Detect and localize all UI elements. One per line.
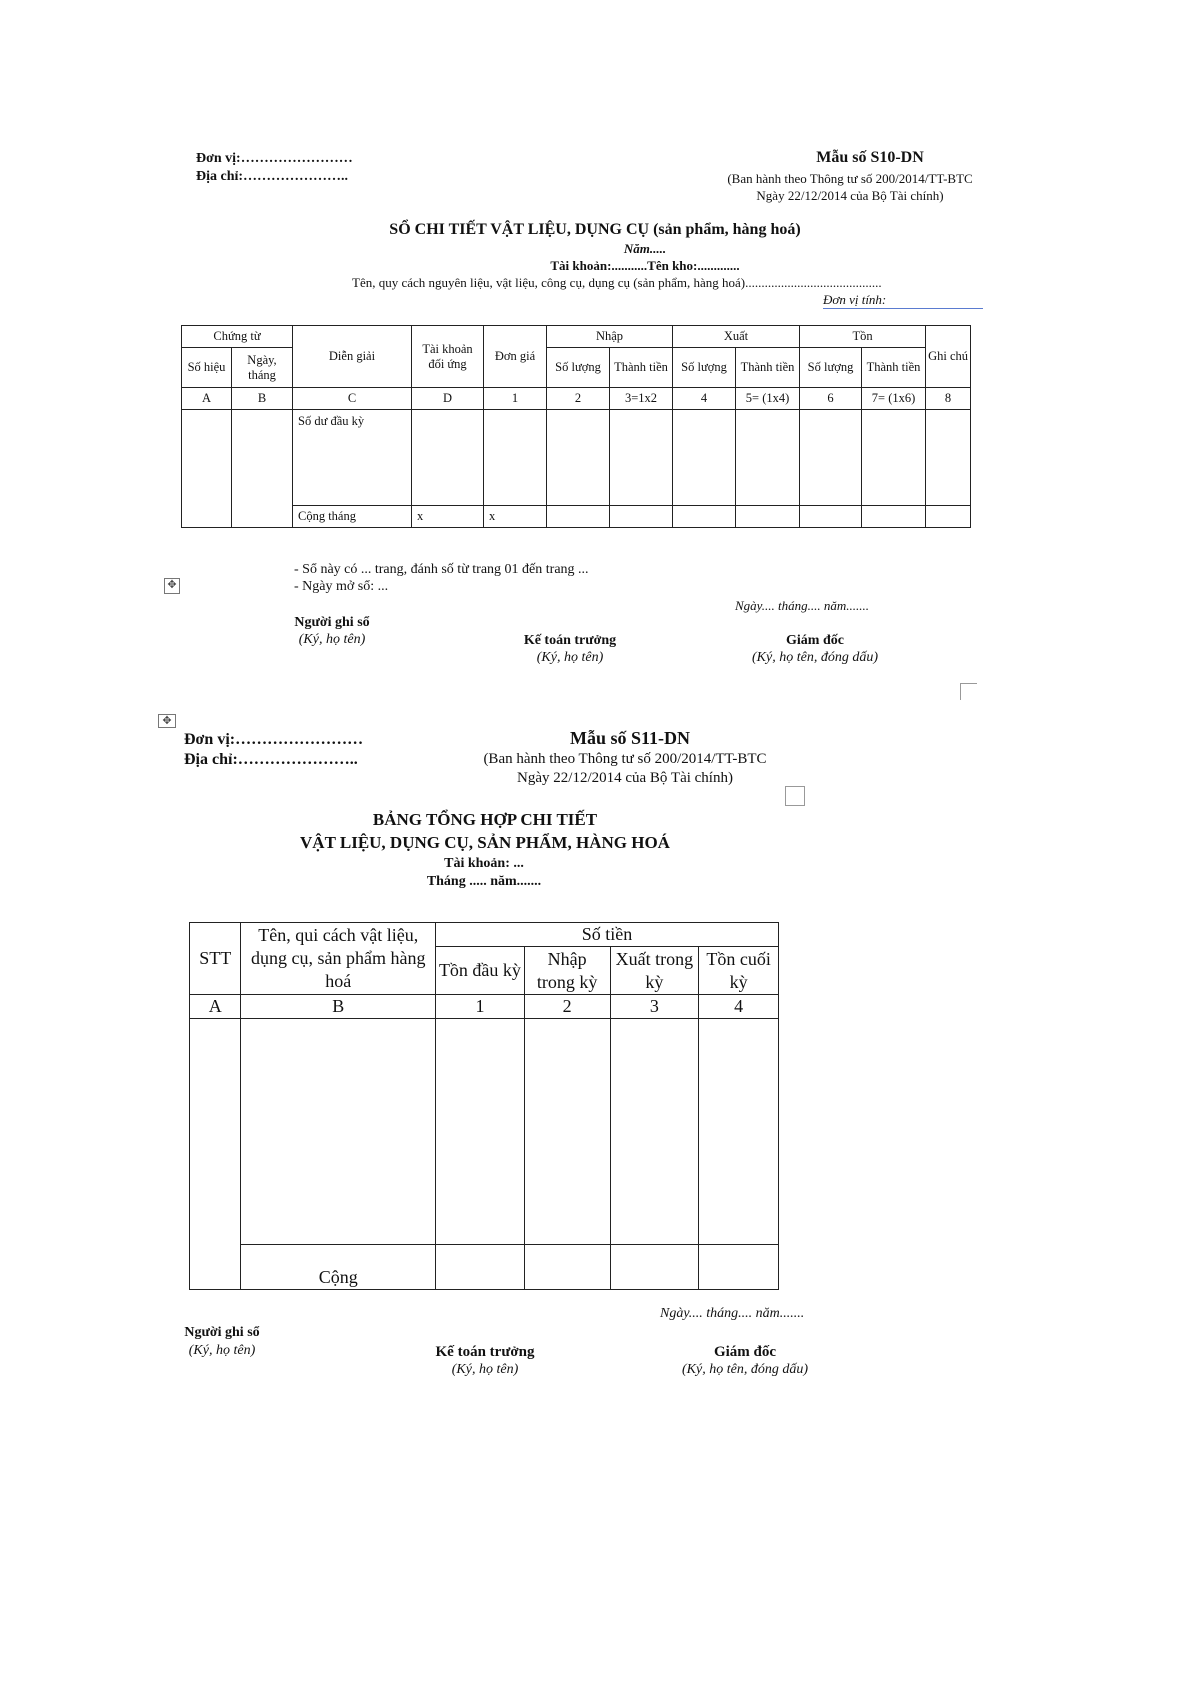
s10-cell <box>673 410 736 506</box>
s10-cell <box>547 506 610 528</box>
s10-note-open-date: - Ngày mở sổ: ... <box>294 579 389 594</box>
s10-code: D <box>412 388 484 410</box>
s11-giam-doc-ky: (Ký, họ tên, đóng dấu) <box>682 1362 808 1377</box>
s11-cell <box>241 1019 436 1245</box>
s10-ke-toan-truong-ky: (Ký, họ tên) <box>536 650 604 665</box>
s10-h-xuat: Xuất <box>673 326 800 348</box>
s10-cell <box>800 506 862 528</box>
s10-h-xuat-so-luong: Số lượng <box>673 348 736 388</box>
s10-tai-khoan: Tài khoản:...........Tên kho:............. <box>550 258 740 273</box>
checkbox-icon <box>785 786 805 806</box>
s10-x-tk: x <box>412 506 484 528</box>
s10-h-nhap-so-luong: Số lượng <box>547 348 610 388</box>
s10-cell <box>736 410 800 506</box>
s11-code: A <box>190 995 241 1019</box>
s11-ke-toan-truong: Kế toán trưởng <box>435 1344 535 1360</box>
s11-title-1: BẢNG TỔNG HỢP CHI TIẾT <box>372 810 598 829</box>
s10-ngay: Ngày.... tháng.... năm....... <box>735 598 869 613</box>
s11-code: 3 <box>610 995 699 1019</box>
s11-table <box>189 922 779 1290</box>
s10-don-vi: Đơn vị:…………………… <box>196 151 353 166</box>
s11-cong: Cộng <box>241 1245 436 1290</box>
s10-giam-doc: Giám đốc <box>786 633 844 648</box>
s11-h-ton-cuoi: Tồn cuối kỳ <box>699 947 779 995</box>
s10-cell <box>610 506 673 528</box>
s10-x-don-gia: x <box>484 506 547 528</box>
s10-code: 6 <box>800 388 862 410</box>
s10-cell <box>232 410 293 528</box>
s11-ke-toan-truong-ky: (Ký, họ tên) <box>451 1362 519 1377</box>
s10-cell <box>412 410 484 506</box>
s11-ngay-ban-hanh: Ngày 22/12/2014 của Bộ Tài chính) <box>517 770 733 786</box>
s10-ban-hanh: (Ban hành theo Thông tư số 200/2014/TT-BTC <box>727 171 973 186</box>
s10-code: 1 <box>484 388 547 410</box>
s11-cell <box>524 1245 610 1290</box>
s11-thang-nam: Tháng ..... năm....... <box>426 874 542 889</box>
s11-code: 4 <box>699 995 779 1019</box>
s10-h-nhap: Nhập <box>547 326 673 348</box>
s11-code: B <box>241 995 436 1019</box>
s11-h-stt: STT <box>190 923 241 995</box>
s10-table <box>181 325 971 528</box>
s10-code: A <box>182 388 232 410</box>
s10-cell <box>800 410 862 506</box>
s11-code: 1 <box>436 995 525 1019</box>
s10-h-so-hieu: Số hiệu <box>182 348 232 388</box>
s10-cell <box>862 410 926 506</box>
s10-dia-chi: Địa chỉ:………………….. <box>196 169 349 184</box>
s10-h-ton-so-luong: Số lượng <box>800 348 862 388</box>
s10-cong-thang: Cộng tháng <box>293 506 412 528</box>
corner-mark-icon <box>960 683 977 700</box>
s10-so-du-dau-ky: Số dư đầu kỳ <box>293 410 412 506</box>
s11-ban-hanh: (Ban hành theo Thông tư số 200/2014/TT-BTC <box>483 751 767 767</box>
s11-h-so-tien: Số tiền <box>436 923 779 947</box>
s10-cell <box>484 410 547 506</box>
s10-code: 3=1x2 <box>610 388 673 410</box>
s10-nguoi-ghi-so-ky: (Ký, họ tên) <box>298 632 366 647</box>
s10-h-xuat-thanh-tien: Thành tiền <box>736 348 800 388</box>
s10-note-pages: - Sổ này có ... trang, đánh số từ trang 01 đến trang ... <box>294 562 589 577</box>
s11-giam-doc: Giám đốc <box>713 1344 777 1360</box>
s10-cell <box>926 410 971 506</box>
s11-mau-so: Mẫu số S11-DN <box>569 728 690 748</box>
s11-title-2: VẬT LIỆU, DỤNG CỤ, SẢN PHẨM, HÀNG HOÁ <box>300 833 670 852</box>
s10-code: 5= (1x4) <box>736 388 800 410</box>
s11-nguoi-ghi-so: Người ghi sổ <box>184 1325 260 1340</box>
s10-cell <box>673 506 736 528</box>
s10-code: 8 <box>926 388 971 410</box>
s10-code: C <box>293 388 412 410</box>
s10-h-ghi-chu: Ghi chú <box>926 326 971 388</box>
s11-cell <box>610 1019 699 1245</box>
s10-h-dien-giai: Diễn giải <box>293 326 412 388</box>
s11-cell <box>610 1245 699 1290</box>
s10-code: B <box>232 388 293 410</box>
move-handle-icon[interactable]: ✥ <box>164 578 180 594</box>
s11-ngay: Ngày.... tháng.... năm....... <box>660 1306 805 1321</box>
s10-ten-quy-cach: Tên, quy cách nguyên liệu, vật liệu, công cụ, dụng cụ (sản phẩm, hàng hoá).......................................... <box>352 275 882 290</box>
s10-title: SỔ CHI TIẾT VẬT LIỆU, DỤNG CỤ (sản phẩm, hàng hoá) <box>389 221 801 238</box>
s10-ke-toan-truong: Kế toán trưởng <box>523 633 617 648</box>
s11-h-xuat: Xuất trong kỳ <box>610 947 699 995</box>
s11-h-ton-dau: Tồn đầu kỳ <box>436 947 525 995</box>
s10-h-don-gia: Đơn giá <box>484 326 547 388</box>
s10-h-nhap-thanh-tien: Thành tiền <box>610 348 673 388</box>
s10-h-ton-thanh-tien: Thành tiền <box>862 348 926 388</box>
s11-cell <box>699 1019 779 1245</box>
s10-nam: Năm..... <box>623 241 667 256</box>
s10-h-ton: Tồn <box>800 326 926 348</box>
s10-cell <box>926 506 971 528</box>
s11-tai-khoan: Tài khoản: ... <box>444 856 524 871</box>
s11-code: 2 <box>524 995 610 1019</box>
s10-code: 4 <box>673 388 736 410</box>
s10-h-ngay-thang: Ngày, tháng <box>232 348 293 388</box>
s10-cell <box>862 506 926 528</box>
s10-ngay-ban-hanh: Ngày 22/12/2014 của Bộ Tài chính) <box>756 188 944 203</box>
s10-cell <box>547 410 610 506</box>
s11-cell <box>699 1245 779 1290</box>
s11-cell <box>524 1019 610 1245</box>
s10-don-vi-tinh: Đơn vị tính: <box>823 292 983 309</box>
s10-code: 2 <box>547 388 610 410</box>
s10-giam-doc-ky: (Ký, họ tên, đóng dấu) <box>752 650 878 665</box>
s11-dia-chi: Địa chỉ:………………….. <box>184 751 358 768</box>
s10-h-chung-tu: Chứng từ <box>182 326 293 348</box>
s11-cell <box>436 1019 525 1245</box>
s10-code: 7= (1x6) <box>862 388 926 410</box>
s11-don-vi: Đơn vị:…………………… <box>184 731 364 748</box>
s10-cell <box>736 506 800 528</box>
s11-cell <box>436 1245 525 1290</box>
s11-h-nhap: Nhập trong kỳ <box>524 947 610 995</box>
s11-cell <box>190 1019 241 1290</box>
move-handle-icon[interactable]: ✥ <box>158 714 176 728</box>
s10-mau-so: Mẫu số S10-DN <box>816 149 924 166</box>
s11-h-ten: Tên, qui cách vật liệu, dụng cụ, sản phẩm hàng hoá <box>241 923 436 995</box>
s11-nguoi-ghi-so-ky: (Ký, họ tên) <box>188 1343 256 1358</box>
s10-cell <box>182 410 232 528</box>
s10-nguoi-ghi-so: Người ghi sổ <box>294 615 370 630</box>
s10-h-tk-doi-ung: Tài khoản đối ứng <box>412 326 484 388</box>
s10-cell <box>610 410 673 506</box>
